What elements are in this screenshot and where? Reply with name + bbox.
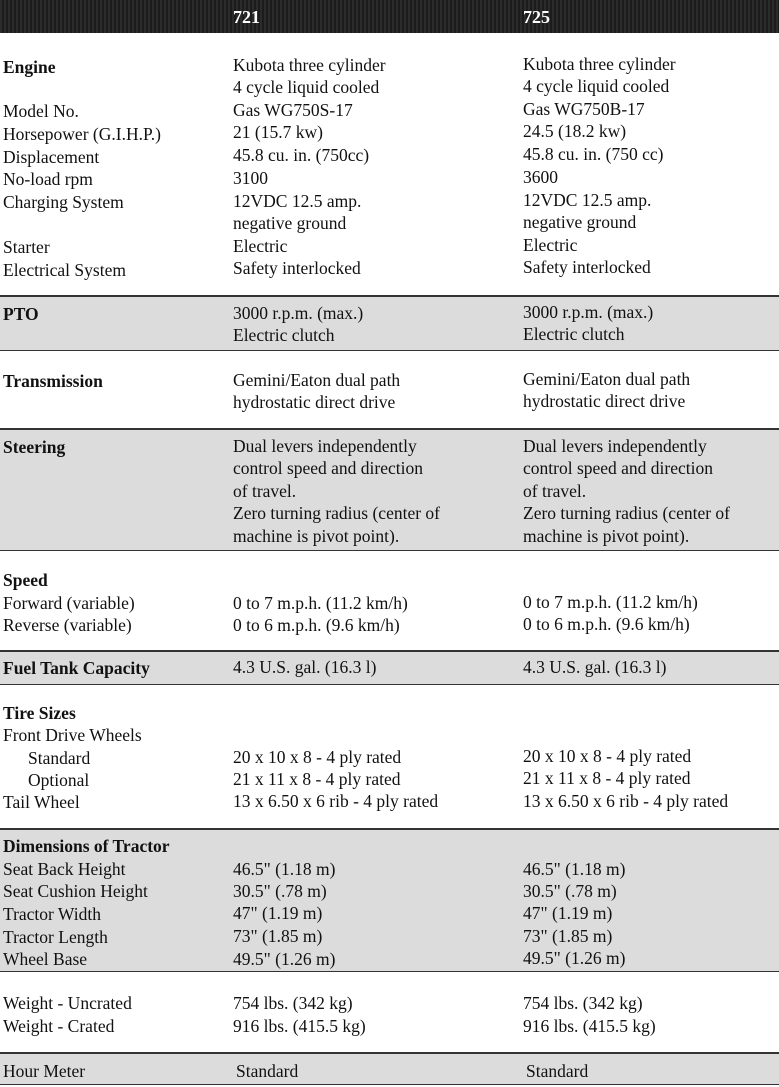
spec-value-721: negative ground [233,213,347,233]
spec-value-721: 0 to 6 m.p.h. (9.6 km/h) [233,615,400,635]
tires-section [0,685,779,829]
weight-section [0,972,779,1053]
spec-value-721: 49.5" (1.26 m) [233,949,336,969]
speed-title: Speed [3,570,48,590]
spec-value-721: 754 lbs. (342 kg) [233,993,353,1013]
model-721-header: 721 [233,7,260,27]
spec-label: Horsepower (G.I.H.P.) [3,124,161,144]
transmission-725-line: Gemini/Eaton dual path [523,369,691,389]
steering-721-line: control speed and direction [233,458,424,478]
spec-label: Model No. [3,101,79,121]
spec-label: Charging System [3,192,124,212]
spec-value-721: 0 to 7 m.p.h. (11.2 km/h) [233,593,408,613]
spec-value-725: 46.5" (1.18 m) [523,859,626,879]
spec-value-721: Gas WG750S-17 [233,100,353,120]
spec-value-721: 916 lbs. (415.5 kg) [233,1016,366,1036]
engine-725-line: 4 cycle liquid cooled [523,76,670,96]
transmission-721-line: hydrostatic direct drive [233,392,396,412]
spec-label: Standard [28,748,91,768]
steering-721-line: Dual levers independently [233,436,417,456]
spec-label: Weight - Crated [3,1016,115,1036]
steering-725-line: machine is pivot point). [523,526,690,546]
spec-value-721: 45.8 cu. in. (750cc) [233,145,370,165]
fuel-section [0,651,779,685]
spec-value-725: 0 to 7 m.p.h. (11.2 km/h) [523,592,698,612]
spec-label: Electrical System [3,260,126,280]
spec-value-725: Gas WG750B-17 [523,99,645,119]
spec-value-721: Safety interlocked [233,258,361,278]
spec-value-725: negative ground [523,212,637,232]
engine-725-line: Kubota three cylinder [523,54,676,74]
pto-725-line: Electric clutch [523,324,625,344]
spec-label: Reverse (variable) [3,615,132,635]
hour-meter-label: Hour Meter [3,1061,86,1081]
spec-value-721: 47" (1.19 m) [233,903,323,923]
spec-value-721: Electric [233,236,288,256]
steering-725-line: Dual levers independently [523,436,707,456]
spec-value-721: 46.5" (1.18 m) [233,859,336,879]
pto-section [0,296,779,351]
fuel-value-725: 4.3 U.S. gal. (16.3 l) [523,657,667,677]
spec-label: Starter [3,237,50,257]
tires-subtitle: Front Drive Wheels [3,725,142,745]
spec-label: Optional [28,770,90,790]
spec-value-725: Electric [523,235,578,255]
steering-721-line: machine is pivot point). [233,526,400,546]
steering-721-line: of travel. [233,481,297,501]
hour-meter-section [0,1053,779,1085]
spec-value-725: Safety interlocked [523,257,651,277]
spec-label: Displacement [3,147,100,167]
spec-value-725: 20 x 10 x 8 - 4 ply rated [523,746,692,766]
steering-725-line: of travel. [523,481,587,501]
spec-value-721: 30.5" (.78 m) [233,881,327,901]
engine-721-line: 4 cycle liquid cooled [233,77,380,97]
spec-label: Forward (variable) [3,593,135,613]
spec-label: No-load rpm [3,169,93,189]
engine-section [0,33,779,296]
hour-meter-721: Standard [236,1061,299,1081]
spec-value-725: 21 x 11 x 8 - 4 ply rated [523,768,691,788]
spec-label: Tractor Width [3,904,101,924]
tires-title: Tire Sizes [3,703,76,723]
fuel-title: Fuel Tank Capacity [3,658,150,678]
hour-meter-725: Standard [526,1061,589,1081]
dimensions-title: Dimensions of Tractor [3,836,170,856]
spec-value-721: 12VDC 12.5 amp. [233,191,362,211]
transmission-section [0,351,779,429]
spec-value-725: 3600 [523,167,558,187]
spec-value-721: 3100 [233,168,268,188]
spec-value-725: 49.5" (1.26 m) [523,948,626,968]
pto-725-line: 3000 r.p.m. (max.) [523,302,654,322]
speed-section [0,551,779,651]
pto-721-line: Electric clutch [233,325,335,345]
dimensions-section [0,829,779,972]
steering-725-line: control speed and direction [523,458,714,478]
spec-value-721: 21 (15.7 kw) [233,122,323,142]
spec-value-721: 13 x 6.50 x 6 rib - 4 ply rated [233,791,439,811]
steering-721-line: Zero turning radius (center of [233,503,441,523]
spec-label: Seat Cushion Height [3,881,148,901]
model-725-header: 725 [523,7,550,27]
spec-value-721: 20 x 10 x 8 - 4 ply rated [233,747,402,767]
transmission-title: Transmission [3,371,103,391]
spec-value-725: 45.8 cu. in. (750 cc) [523,144,664,164]
spec-value-725: 24.5 (18.2 kw) [523,121,627,141]
spec-value-725: 12VDC 12.5 amp. [523,190,652,210]
spec-value-725: 0 to 6 m.p.h. (9.6 km/h) [523,614,690,634]
spec-value-721: 73" (1.85 m) [233,926,323,946]
pto-721-line: 3000 r.p.m. (max.) [233,303,364,323]
spec-label: Tractor Length [3,927,108,947]
steering-section [0,429,779,551]
column-header-bar [0,0,779,33]
spec-value-725: 30.5" (.78 m) [523,881,617,901]
spec-label: Wheel Base [3,949,88,969]
spec-label: Seat Back Height [3,859,126,879]
engine-title: Engine [3,57,56,77]
spec-value-725: 13 x 6.50 x 6 rib - 4 ply rated [523,791,729,811]
spec-value-725: 916 lbs. (415.5 kg) [523,1016,656,1036]
spec-value-725: 73" (1.85 m) [523,926,613,946]
spec-value-725: 47" (1.19 m) [523,903,613,923]
spec-value-721: 21 x 11 x 8 - 4 ply rated [233,769,401,789]
transmission-721-line: Gemini/Eaton dual path [233,370,401,390]
steering-title: Steering [3,437,66,457]
spec-value-725: 754 lbs. (342 kg) [523,993,643,1013]
spec-label: Tail Wheel [3,792,80,812]
transmission-725-line: hydrostatic direct drive [523,391,686,411]
engine-721-line: Kubota three cylinder [233,55,386,75]
spec-label: Weight - Uncrated [3,993,132,1013]
fuel-value-721: 4.3 U.S. gal. (16.3 l) [233,657,377,677]
steering-725-line: Zero turning radius (center of [523,503,731,523]
pto-title: PTO [3,304,39,324]
